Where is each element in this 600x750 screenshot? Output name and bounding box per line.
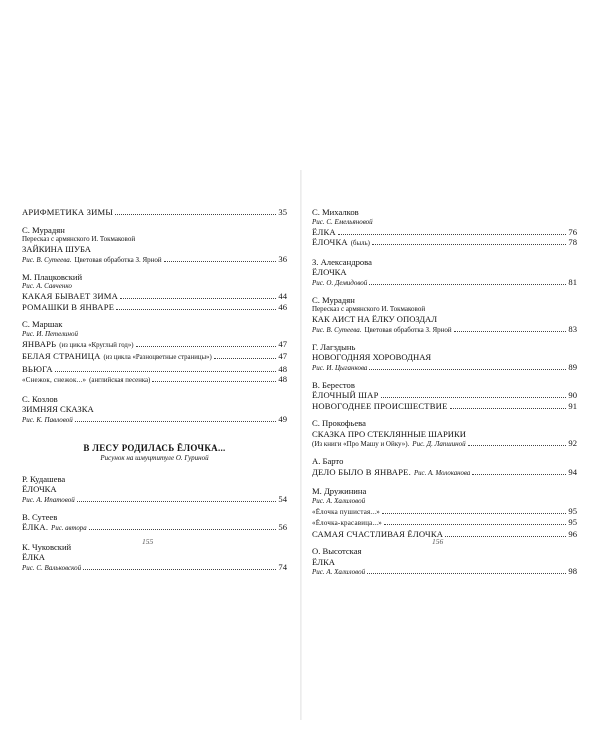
- illustration-line: [312, 567, 577, 577]
- toc-entry: [312, 456, 577, 479]
- entry-title: НОВОГОДНЯЯ ХОРОВОДНАЯ: [312, 352, 432, 362]
- entry-note: (из цикла «Круглый год»): [59, 341, 134, 349]
- page-number: 92: [568, 438, 577, 448]
- illustration-line: [312, 278, 577, 288]
- page-number: 91: [568, 400, 577, 411]
- leader-dots: [83, 569, 276, 570]
- toc-entry: [312, 295, 577, 335]
- entry-title: КАКАЯ БЫВАЕТ ЗИМА: [22, 291, 118, 301]
- page-number: 48: [278, 363, 287, 374]
- illustrator-credit: Рис. С. Вальковской: [22, 563, 82, 572]
- entry-title: ЁЛКА: [312, 556, 336, 567]
- author-name: С. Михалков: [312, 207, 359, 217]
- author-name: К. Чуковский: [22, 541, 72, 552]
- illustrator-credit: Рис. А. Савченко: [22, 282, 72, 290]
- author-name: М. Дружинина: [312, 486, 367, 496]
- illustrator-credit: Рис. О. Демидовой: [312, 278, 368, 287]
- page-number: 47: [278, 338, 287, 349]
- page-number: 95: [568, 517, 577, 527]
- illustrator-credit: Рис. И. Петелиной: [22, 329, 79, 338]
- toc-line: [312, 237, 577, 250]
- illustrator-credit: Рис. Д. Лапшиной: [412, 440, 466, 448]
- illustrator-credit: Рис. автора: [51, 525, 87, 532]
- leader-dots: [136, 346, 277, 347]
- toc-entry: [312, 207, 577, 250]
- toc-line: [312, 506, 577, 518]
- section-title: В ЛЕСУ РОДИЛАСЬ ЁЛОЧКА...: [83, 442, 226, 453]
- toc-entry: [312, 342, 577, 373]
- page-number: 47: [278, 351, 287, 361]
- toc-entry: [22, 394, 287, 425]
- entry-title: СКАЗКА ПРО СТЕКЛЯННЫЕ ШАРИКИ: [312, 428, 466, 439]
- toc-entry: [312, 486, 577, 539]
- entry-title: ЁЛОЧКА: [312, 267, 347, 277]
- author-name: С. Козлов: [22, 393, 58, 404]
- leader-dots: [369, 284, 566, 285]
- toc-entry: [22, 225, 287, 265]
- illustrator-credit: Рис. В. Сутеева.: [312, 325, 362, 334]
- section-subtitle: Рисунок на шмуцтитуле О. Гуриной: [100, 453, 209, 462]
- leader-dots: [445, 536, 566, 537]
- page-folio-right: 156: [432, 537, 444, 546]
- author-name: С. Мурадян: [22, 224, 65, 235]
- leader-dots: [382, 513, 566, 514]
- toc-line: [312, 227, 577, 238]
- leader-dots: [472, 474, 566, 475]
- page-number: 76: [568, 226, 577, 237]
- illustration-line: [22, 415, 287, 425]
- leader-dots: [369, 369, 566, 370]
- toc-line: [22, 522, 287, 535]
- illustrator-credit: Рис. А. Молоканова: [414, 469, 471, 477]
- author-name: С. Мурадян: [312, 294, 355, 305]
- illustrator-credit: Рис. К. Павловой: [22, 415, 73, 424]
- illustration-line: [22, 495, 287, 505]
- page-number: 36: [278, 253, 287, 264]
- author-name: З. Александрова: [312, 256, 372, 267]
- entry-title: ЁЛКА: [22, 552, 46, 562]
- author-name: В. Сутеев: [22, 511, 58, 522]
- entry-title: ЁЛОЧКА: [22, 484, 57, 494]
- toc-line: [22, 364, 287, 375]
- page-number: 98: [568, 566, 577, 576]
- toc-entry: [22, 542, 287, 573]
- page-number: 89: [568, 361, 577, 372]
- page-number: 49: [278, 413, 287, 424]
- toc-line: [312, 517, 577, 529]
- author-name: Р. Кудашева: [22, 473, 66, 484]
- page-number: 78: [568, 237, 577, 247]
- author-name: О. Высотская: [312, 546, 362, 556]
- entry-title: ЯНВАРЬ: [22, 338, 57, 349]
- toc-entry: [312, 380, 577, 412]
- toc-line: [22, 207, 287, 218]
- entry-title: «Снежок, снежок...»: [22, 376, 87, 384]
- leader-dots: [77, 501, 277, 502]
- leader-dots: [89, 529, 277, 530]
- entry-title: РОМАШКИ В ЯНВАРЕ: [22, 301, 115, 312]
- illustration-line: [312, 363, 577, 373]
- right-page: [312, 207, 577, 584]
- toc-line: [22, 302, 287, 313]
- illustration-line: [312, 325, 577, 335]
- page-number: 48: [278, 374, 287, 384]
- toc-line: [312, 390, 577, 401]
- page-number: 83: [568, 323, 577, 334]
- toc-entry: [22, 319, 287, 387]
- leader-dots: [381, 397, 567, 398]
- leader-dots: [338, 234, 567, 235]
- entry-title: «Ёлочка-красавица...»: [312, 519, 383, 527]
- leader-dots: [55, 371, 277, 372]
- illustration-line: [312, 439, 577, 449]
- page-number: 46: [278, 301, 287, 312]
- toc-line: [22, 291, 287, 302]
- entry-title: ЁЛКА: [312, 226, 336, 237]
- entry-title: ВЬЮГА: [22, 363, 53, 374]
- entry-title: ЁЛОЧКА: [312, 237, 348, 247]
- entry-title: «Ёлочка пушистая...»: [312, 507, 380, 516]
- translation-credit: Пересказ с армянского И. Токмаковой: [312, 305, 426, 313]
- entry-note: (быль): [350, 240, 370, 247]
- leader-dots: [75, 421, 277, 422]
- toc-line: [312, 401, 577, 412]
- page-number: 96: [568, 528, 577, 539]
- toc-entry: [22, 512, 287, 535]
- toc-entry: [312, 257, 577, 288]
- toc-entry: [312, 418, 577, 449]
- illustrator-credit: Рис. И. Цыганкова: [312, 363, 368, 372]
- page-folio-left: 155: [142, 537, 154, 546]
- color-credit: Цветовая обработка З. Ярной: [74, 255, 162, 264]
- author-name: М. Плацковский: [22, 271, 83, 282]
- translation-credit: Пересказ с армянского И. Токмаковой: [22, 235, 136, 243]
- page-number: 56: [278, 522, 287, 532]
- entry-note: (из цикла «Разноцветные страницы»): [103, 354, 212, 361]
- leader-dots: [120, 298, 276, 299]
- page-number: 90: [568, 390, 577, 400]
- page-number: 74: [278, 561, 287, 572]
- author-name: В. Берестов: [312, 379, 355, 390]
- leader-dots: [115, 214, 276, 215]
- illustration-line: [22, 255, 287, 265]
- entry-title: ЁЛКА.: [22, 522, 49, 532]
- illustrator-credit: Рис. В. Сутеева.: [22, 255, 72, 264]
- entry-note: (английская песенка): [89, 377, 151, 384]
- left-page: [22, 207, 287, 580]
- leader-dots: [468, 445, 567, 446]
- entry-title: КАК АИСТ НА ЁЛКУ ОПОЗДАЛ: [312, 314, 438, 324]
- illustrator-credit: Рис. А. Халиловой: [312, 496, 366, 505]
- entry-title: ЗАЙКИНА ШУБА: [22, 244, 91, 254]
- leader-dots: [367, 573, 566, 574]
- page-number: 95: [568, 505, 577, 516]
- author-name: С. Маршак: [22, 319, 63, 329]
- leader-dots: [450, 408, 567, 409]
- toc-line: [312, 529, 577, 540]
- entry-title: ЁЛОЧНЫЙ ШАР: [312, 390, 379, 400]
- author-name: Г. Лагздынь: [312, 341, 356, 352]
- leader-dots: [372, 244, 567, 245]
- entry-title: АРИФМЕТИКА ЗИМЫ: [22, 207, 114, 217]
- leader-dots: [116, 309, 276, 310]
- source-credit: (Из книги «Про Машу и Ойку»).: [312, 440, 410, 448]
- page-number: 35: [278, 207, 287, 217]
- entry-title: НОВОГОДНЕЕ ПРОИСШЕСТВИЕ: [312, 400, 448, 411]
- page-number: 44: [278, 291, 287, 301]
- illustrator-credit: Рис. А. Ипатовой: [22, 495, 75, 504]
- illustration-line: [22, 563, 287, 573]
- toc-entry: [312, 546, 577, 577]
- leader-dots: [384, 524, 566, 525]
- leader-dots: [164, 261, 277, 262]
- page-number: 54: [278, 493, 287, 504]
- leader-dots: [152, 381, 276, 382]
- page-number: 94: [568, 466, 577, 477]
- toc-line: [22, 339, 287, 352]
- toc-entry: [22, 272, 287, 313]
- entry-title: ДЕЛО БЫЛО В ЯНВАРЕ.: [312, 466, 411, 477]
- color-credit: Цветовая обработка З. Ярной: [364, 325, 452, 334]
- page-number: 81: [568, 276, 577, 287]
- toc-line: [22, 374, 287, 387]
- illustrator-credit: Рис. А. Халиловой: [312, 568, 366, 576]
- entry-title: БЕЛАЯ СТРАНИЦА: [22, 351, 101, 361]
- toc-line: [312, 467, 577, 480]
- toc-entry: [22, 474, 287, 505]
- toc-line: [22, 351, 287, 364]
- toc-entry: [22, 207, 287, 218]
- leader-dots: [454, 331, 567, 332]
- book-gutter: [300, 170, 302, 720]
- author-name: С. Прокофьева: [312, 418, 366, 428]
- entry-title: САМАЯ СЧАСТЛИВАЯ ЁЛОЧКА: [312, 528, 444, 539]
- entry-title: ЗИМНЯЯ СКАЗКА: [22, 404, 94, 414]
- illustrator-credit: Рис. С. Емельяновой: [312, 217, 373, 226]
- leader-dots: [214, 358, 277, 359]
- author-name: А. Барто: [312, 456, 344, 466]
